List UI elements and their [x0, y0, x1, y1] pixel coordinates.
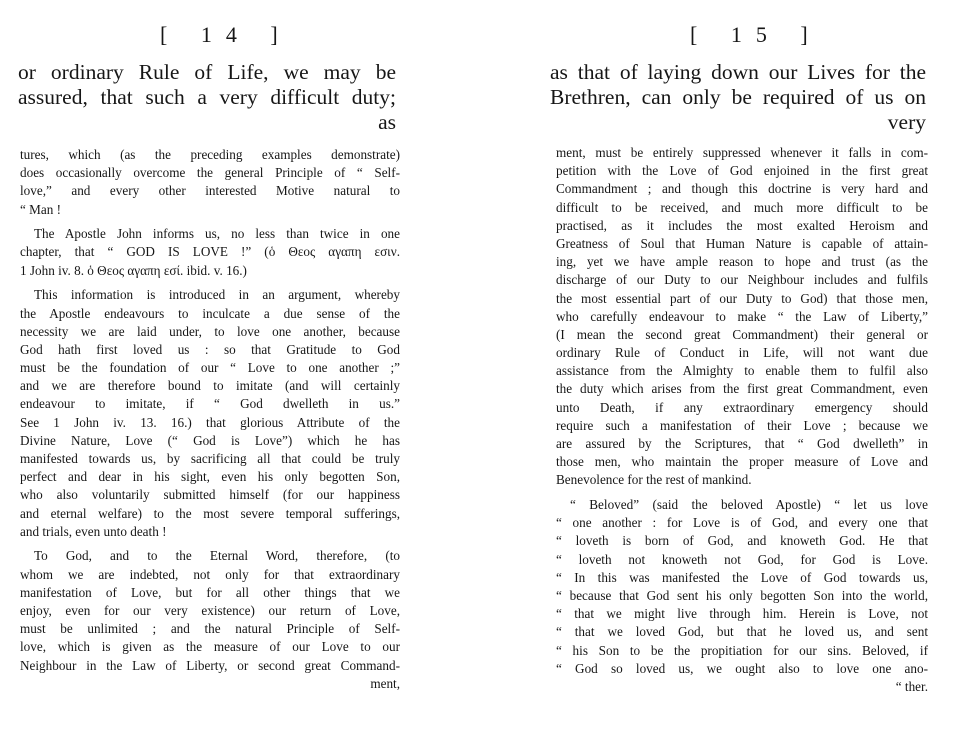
text-line: must be the foundation of our “ Love to one another ;”	[20, 360, 400, 376]
text-line: discharge of our Duty to our Neighbour includes and fulfils	[556, 272, 928, 288]
text-line: who also voluntarily submitted himself (for our happiness	[20, 487, 400, 503]
paragraph	[556, 144, 928, 490]
paragraph	[556, 496, 928, 696]
text-line: To God, and to the Eternal Word, therefore, (to	[34, 548, 400, 564]
text-line: “ loveth not knoweth not God, for God is Love.	[556, 551, 928, 567]
text-line: the most essential part of our Duty to God) that those men,	[556, 290, 928, 306]
text-line: the duty which arises from the first great Commandment, even	[556, 381, 928, 397]
text-line: those men, who maintain the proper measure of Love and	[556, 454, 928, 470]
text-line: “ because that God sent his only begotten Son into the world,	[556, 588, 928, 603]
text-line: Neighbour in the Law of Liberty, or second great Command-	[20, 657, 400, 673]
paragraph	[20, 286, 400, 541]
text-line: enjoy, even for our very existence) our return of Love,	[20, 603, 400, 618]
text-line: ordinary Rule of Conduct in Life, will not want due	[556, 345, 928, 361]
text-line: must be unlimited ; and the natural Principle of Self-	[20, 621, 400, 637]
text-line: love, which is given as the measure of our Love to our	[20, 639, 400, 655]
text-line: This information is introduced in an argument, whereby	[34, 287, 400, 303]
text-line: chapter, that “ GOD IS LOVE !” (ὁ Θεος αγαπη εσιν.	[20, 244, 400, 260]
running-text	[18, 60, 396, 135]
text-line: endeavour to imitate, if “ God dwelleth in us.”	[20, 396, 400, 412]
running-line: Brethren, can only be required of us on	[550, 85, 926, 109]
text-line: “ Beloved” (said the beloved Apostle) “ let us love	[570, 497, 928, 513]
text-line: tures, which (as the preceding examples demonstrate)	[20, 147, 400, 162]
text-line: the Apostle endeavours to inculcate a due sense of the	[20, 305, 400, 321]
text-line: manifestation of Love, but for all other things that we	[20, 584, 400, 600]
running-text	[550, 60, 926, 135]
text-line: manifested towards us, by sacrificing all that could be truly	[20, 451, 400, 466]
text-line: require such a manifestation of their Love ; because we	[556, 417, 928, 433]
text-line: “ that we loved God, but that he loved us, and sent	[556, 624, 928, 640]
text-line: “ that we might live through him. Herein is Love, not	[556, 606, 928, 622]
text-line: “ In this was manifested the Love of God towards us,	[556, 569, 928, 585]
text-line: Greatness of Soul that Human Nature is capable of attain-	[556, 235, 928, 251]
text-line: (I mean the second great Commandment) their general or	[556, 326, 928, 342]
text-line: practised, as it includes the most exalted Heroism and	[556, 217, 928, 233]
body-text	[20, 146, 400, 699]
text-line: unto Death, if any extraordinary emergency should	[556, 399, 928, 415]
body-text	[556, 144, 928, 703]
text-line: “ his Son to be the propitiation for our sins. Beloved, if	[556, 642, 928, 658]
running-line: or ordinary Rule of Life, we may be	[18, 60, 396, 84]
text-line: perfect and dear in his sight, even his only begotten Son,	[20, 469, 400, 485]
text-line: See 1 John iv. 13. 16.) that glorious Attribute of the	[20, 414, 400, 430]
text-line: love,” and every other interested Motive natural to	[20, 183, 400, 199]
text-line: Commandment ; and though this doctrine is very hard and	[556, 181, 928, 197]
page-number: [ 14 ]	[160, 22, 292, 47]
text-line: 1 John iv. 8. ὁ Θεος αγαπη εσί. ibid. v. 16.)	[20, 262, 247, 278]
right-page	[490, 0, 980, 752]
text-line: “ loveth is born of God, and knoweth God. He that	[556, 533, 928, 549]
text-line: Benevolence for the rest of mankind.	[556, 472, 752, 488]
paragraph	[20, 146, 400, 219]
text-line: assistance from the Almighty to enable them to fulfil also	[556, 363, 928, 379]
paragraph	[20, 225, 400, 280]
text-line: and trials, even unto death !	[20, 523, 167, 539]
text-line: ing, yet we have ample reason to hope and trust (as the	[556, 254, 928, 270]
text-line: Divine Nature, Love (“ God is Love”) which he has	[20, 432, 400, 448]
catchword: as	[378, 110, 396, 134]
text-line: petition with the Love of God enjoined in the first great	[556, 163, 928, 179]
running-line: as that of laying down our Lives for the	[550, 60, 926, 84]
text-line: does occasionally overcome the general Principle of “ Self-	[20, 165, 400, 181]
catchword: ment,	[370, 675, 400, 691]
text-line: and we are therefore bound to imitate (and will certainly	[20, 378, 400, 394]
running-line: assured, that such a very difficult duty;	[18, 85, 396, 109]
text-line: whom we are indebted, not only for that extraordinary	[20, 566, 400, 582]
text-line: difficult to be received, and much more difficult to be	[556, 199, 928, 215]
text-line: “ Man !	[20, 201, 62, 217]
text-line: are assured by the Scriptures, that “ God dwelleth” in	[556, 436, 928, 451]
text-line: necessity we are laid under, to love one another, because	[20, 323, 400, 339]
text-line: and eternal welfare) to the most severe temporal sufferings,	[20, 505, 400, 521]
text-line: “ God so loved us, we ought also to love one ano-	[556, 660, 928, 676]
page-number: [ 15 ]	[690, 22, 822, 47]
catchword: “ ther.	[895, 678, 928, 694]
text-line: “ one another : for Love is of God, and every one that	[556, 515, 928, 531]
text-line: God hath first loved us : so that Gratitude to God	[20, 341, 400, 357]
text-line: The Apostle John informs us, no less than twice in one	[34, 226, 400, 242]
catchword: very	[887, 110, 926, 134]
text-line: who carefully endeavour to make “ the Law of Liberty,”	[556, 308, 928, 324]
paragraph	[20, 547, 400, 693]
text-line: ment, must be entirely suppressed whenever it falls in com-	[556, 145, 928, 160]
